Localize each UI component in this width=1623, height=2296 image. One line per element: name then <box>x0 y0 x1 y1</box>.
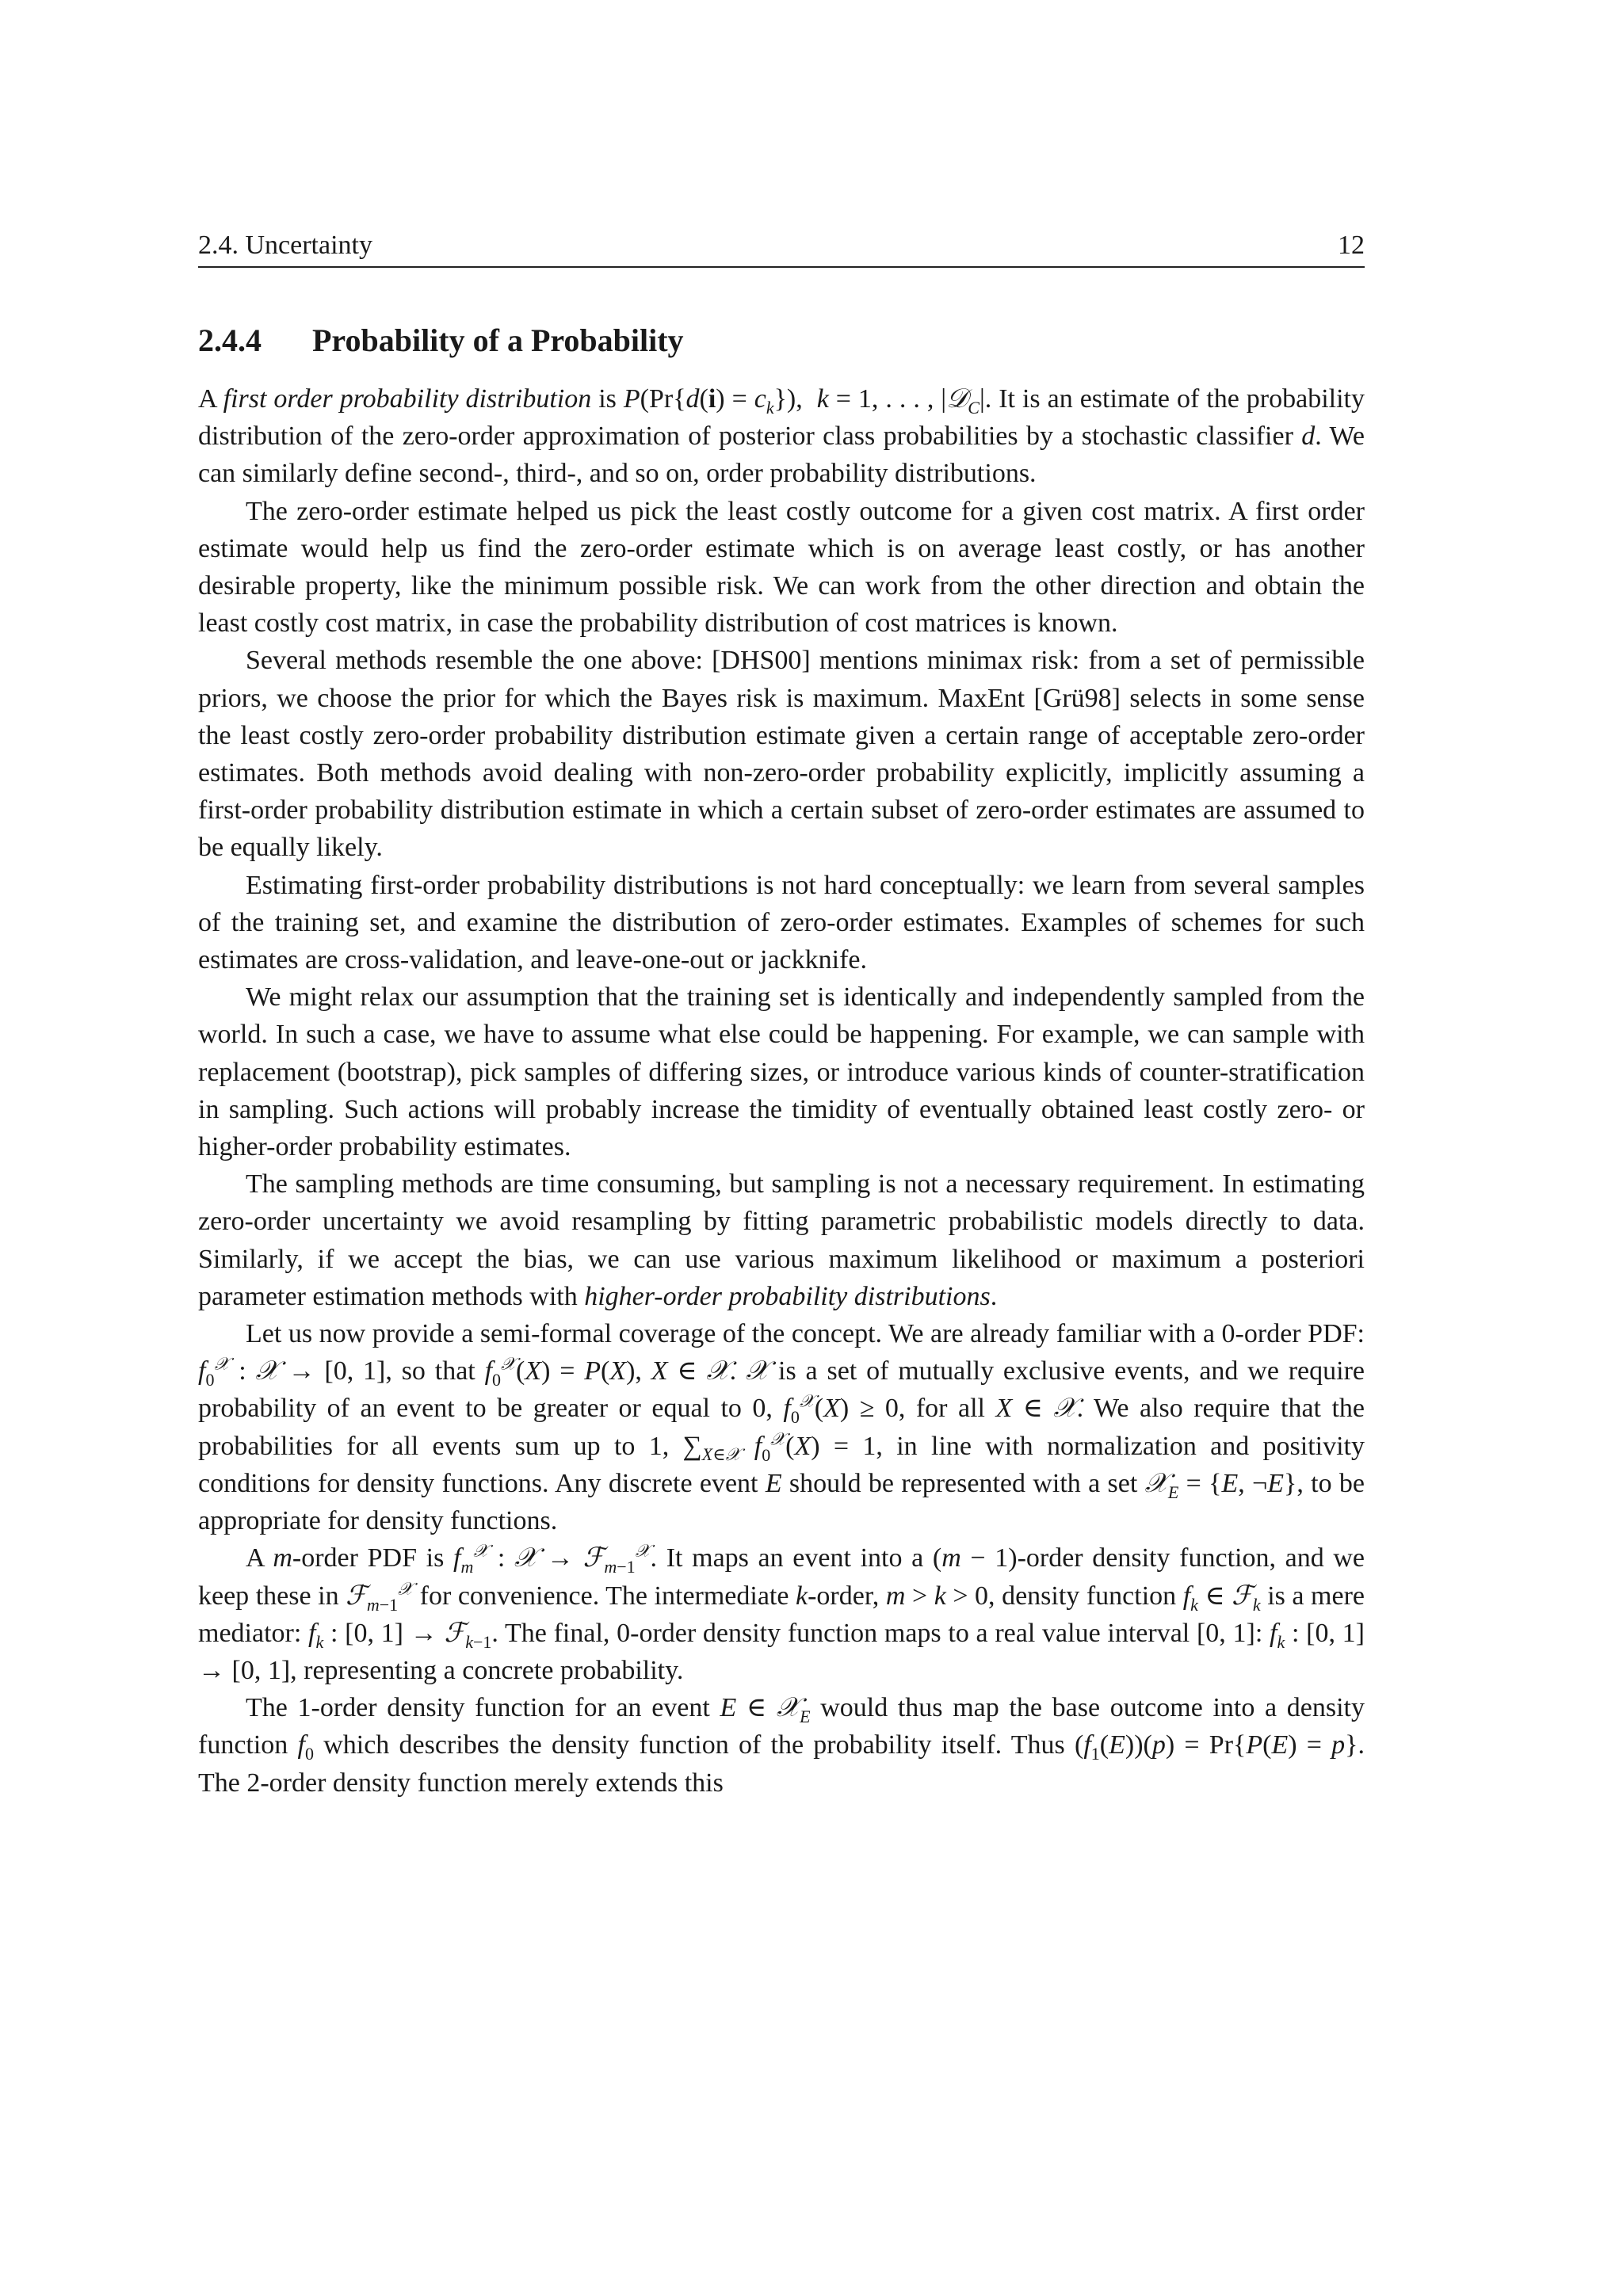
body-text <box>198 380 1365 1802</box>
section-title: Probability of a Probability <box>312 322 684 358</box>
page-number: 12 <box>1338 231 1365 260</box>
paragraph-7: Let us now provide a semi-formal coverage of the concept. We are already familiar with a 0-order PDF: $f_0^𝒳$ : 𝒳 → [0, 1], so that $f_0^𝒳(X) = P(X)$, X ∈ 𝒳. 𝒳 is a set of mutually exclusive events, and we require probability of an event to be greater or equal to 0, $f_0^𝒳(X) \ge 0$, for all X ∈ 𝒳. We also require that the probabilities for all events sum up to 1, $\sum_{X\in 𝒳}$ $f_0^𝒳(X) = 1$, in line with normalization and positivity conditions for density functions. Any discrete event E should be represented with a set 𝒳$_E$ = {E, ¬E}, to be appropriate for density functions. <box>198 1319 1365 1536</box>
header-section-label: 2.4. Uncertainty <box>198 231 372 260</box>
paragraph-9: The 1-order density function for an event E ∈ 𝒳$_E$ would thus map the base outcome into a density function $f_0$ which describes the density function of the probability itself. Thus $(f_1(E))(p) = Pr\{P(E) = p\}$. The 2-order density function merely extends this <box>198 1691 1365 1798</box>
paragraph-8: A m-order PDF is $f_m^𝒳$ : 𝒳 → ℱ$_{m-1}^𝒳$. It maps an event into a (m − 1)-order density function, and we keep these in ℱ$_{m-1}^𝒳$ for convenience. The intermediate k-order, m > k > 0, density function $f_k$ ∈ ℱ$_k$ is a mere mediator: $f_k$ : [0, 1] → ℱ$_{k-1}$. The final, 0-order density function maps to a real value interval [0, 1]: $f_k$ : [0, 1] → [0, 1], representing a concrete probability. <box>198 1541 1365 1685</box>
paragraph-5: We might relax our assumption that the training set is identically and independently sampled from the world. In such a case, we have to assume what else could be happening. For example, we can sample with replacement (bootstrap), pick samples of differing sizes, or introduce various kinds of counter-stratification in sampling. Such actions will probably increase the timidity of eventually obtained least costly zero- or higher-order probability estimates. <box>198 982 1365 1162</box>
section-heading <box>198 320 1365 361</box>
paragraph-1: A first order probability distribution is $P(Pr\{d(i) = c_k\})$, k = 1, . . . , |𝒟$_C$|. It is an estimate of the probability distribution of the zero-order approximation of posterior class probabilities by a stochastic classifier d. We can similarly define second-, third-, and so on, order probability distributions. <box>198 383 1365 489</box>
running-header <box>198 228 1365 268</box>
paragraph-4: Estimating first-order probability distributions is not hard conceptually: we learn from several samples of the training set, and examine the distribution of zero-order estimates. Examples of schemes for such estimates are cross-validation, and leave-one-out or jackknife. <box>198 870 1365 975</box>
paragraph-6: The sampling methods are time consuming, but sampling is not a necessary requirement. In estimating zero-order uncertainty we avoid resampling by fitting parametric probabilistic models directly to data. Similarly, if we accept the bias, we can use various maximum likelihood or maximum a posteriori parameter estimation methods with higher-order probability distributions. <box>198 1169 1365 1311</box>
paragraph-2: The zero-order estimate helped us pick the least costly outcome for a given cost matrix. A first order estimate would help us find the zero-order estimate which is on average least costly, or has another desirable property, like the minimum possible risk. We can work from the other direction and obtain the least costly cost matrix, in case the probability distribution of cost matrices is known. <box>198 496 1365 639</box>
paragraph-3: Several methods resemble the one above: [DHS00] mentions minimax risk: from a set of permissible priors, we choose the prior for which the Bayes risk is maximum. MaxEnt [Grü98] selects in some sense the least costly zero-order probability distribution estimate given a certain range of acceptable zero-order estimates. Both methods avoid dealing with non-zero-order probability explicitly, implicitly assuming a first-order probability distribution estimate in which a certain subset of zero-order estimates are assumed to be equally likely. <box>198 646 1365 863</box>
section-number: 2.4.4 <box>198 322 262 358</box>
